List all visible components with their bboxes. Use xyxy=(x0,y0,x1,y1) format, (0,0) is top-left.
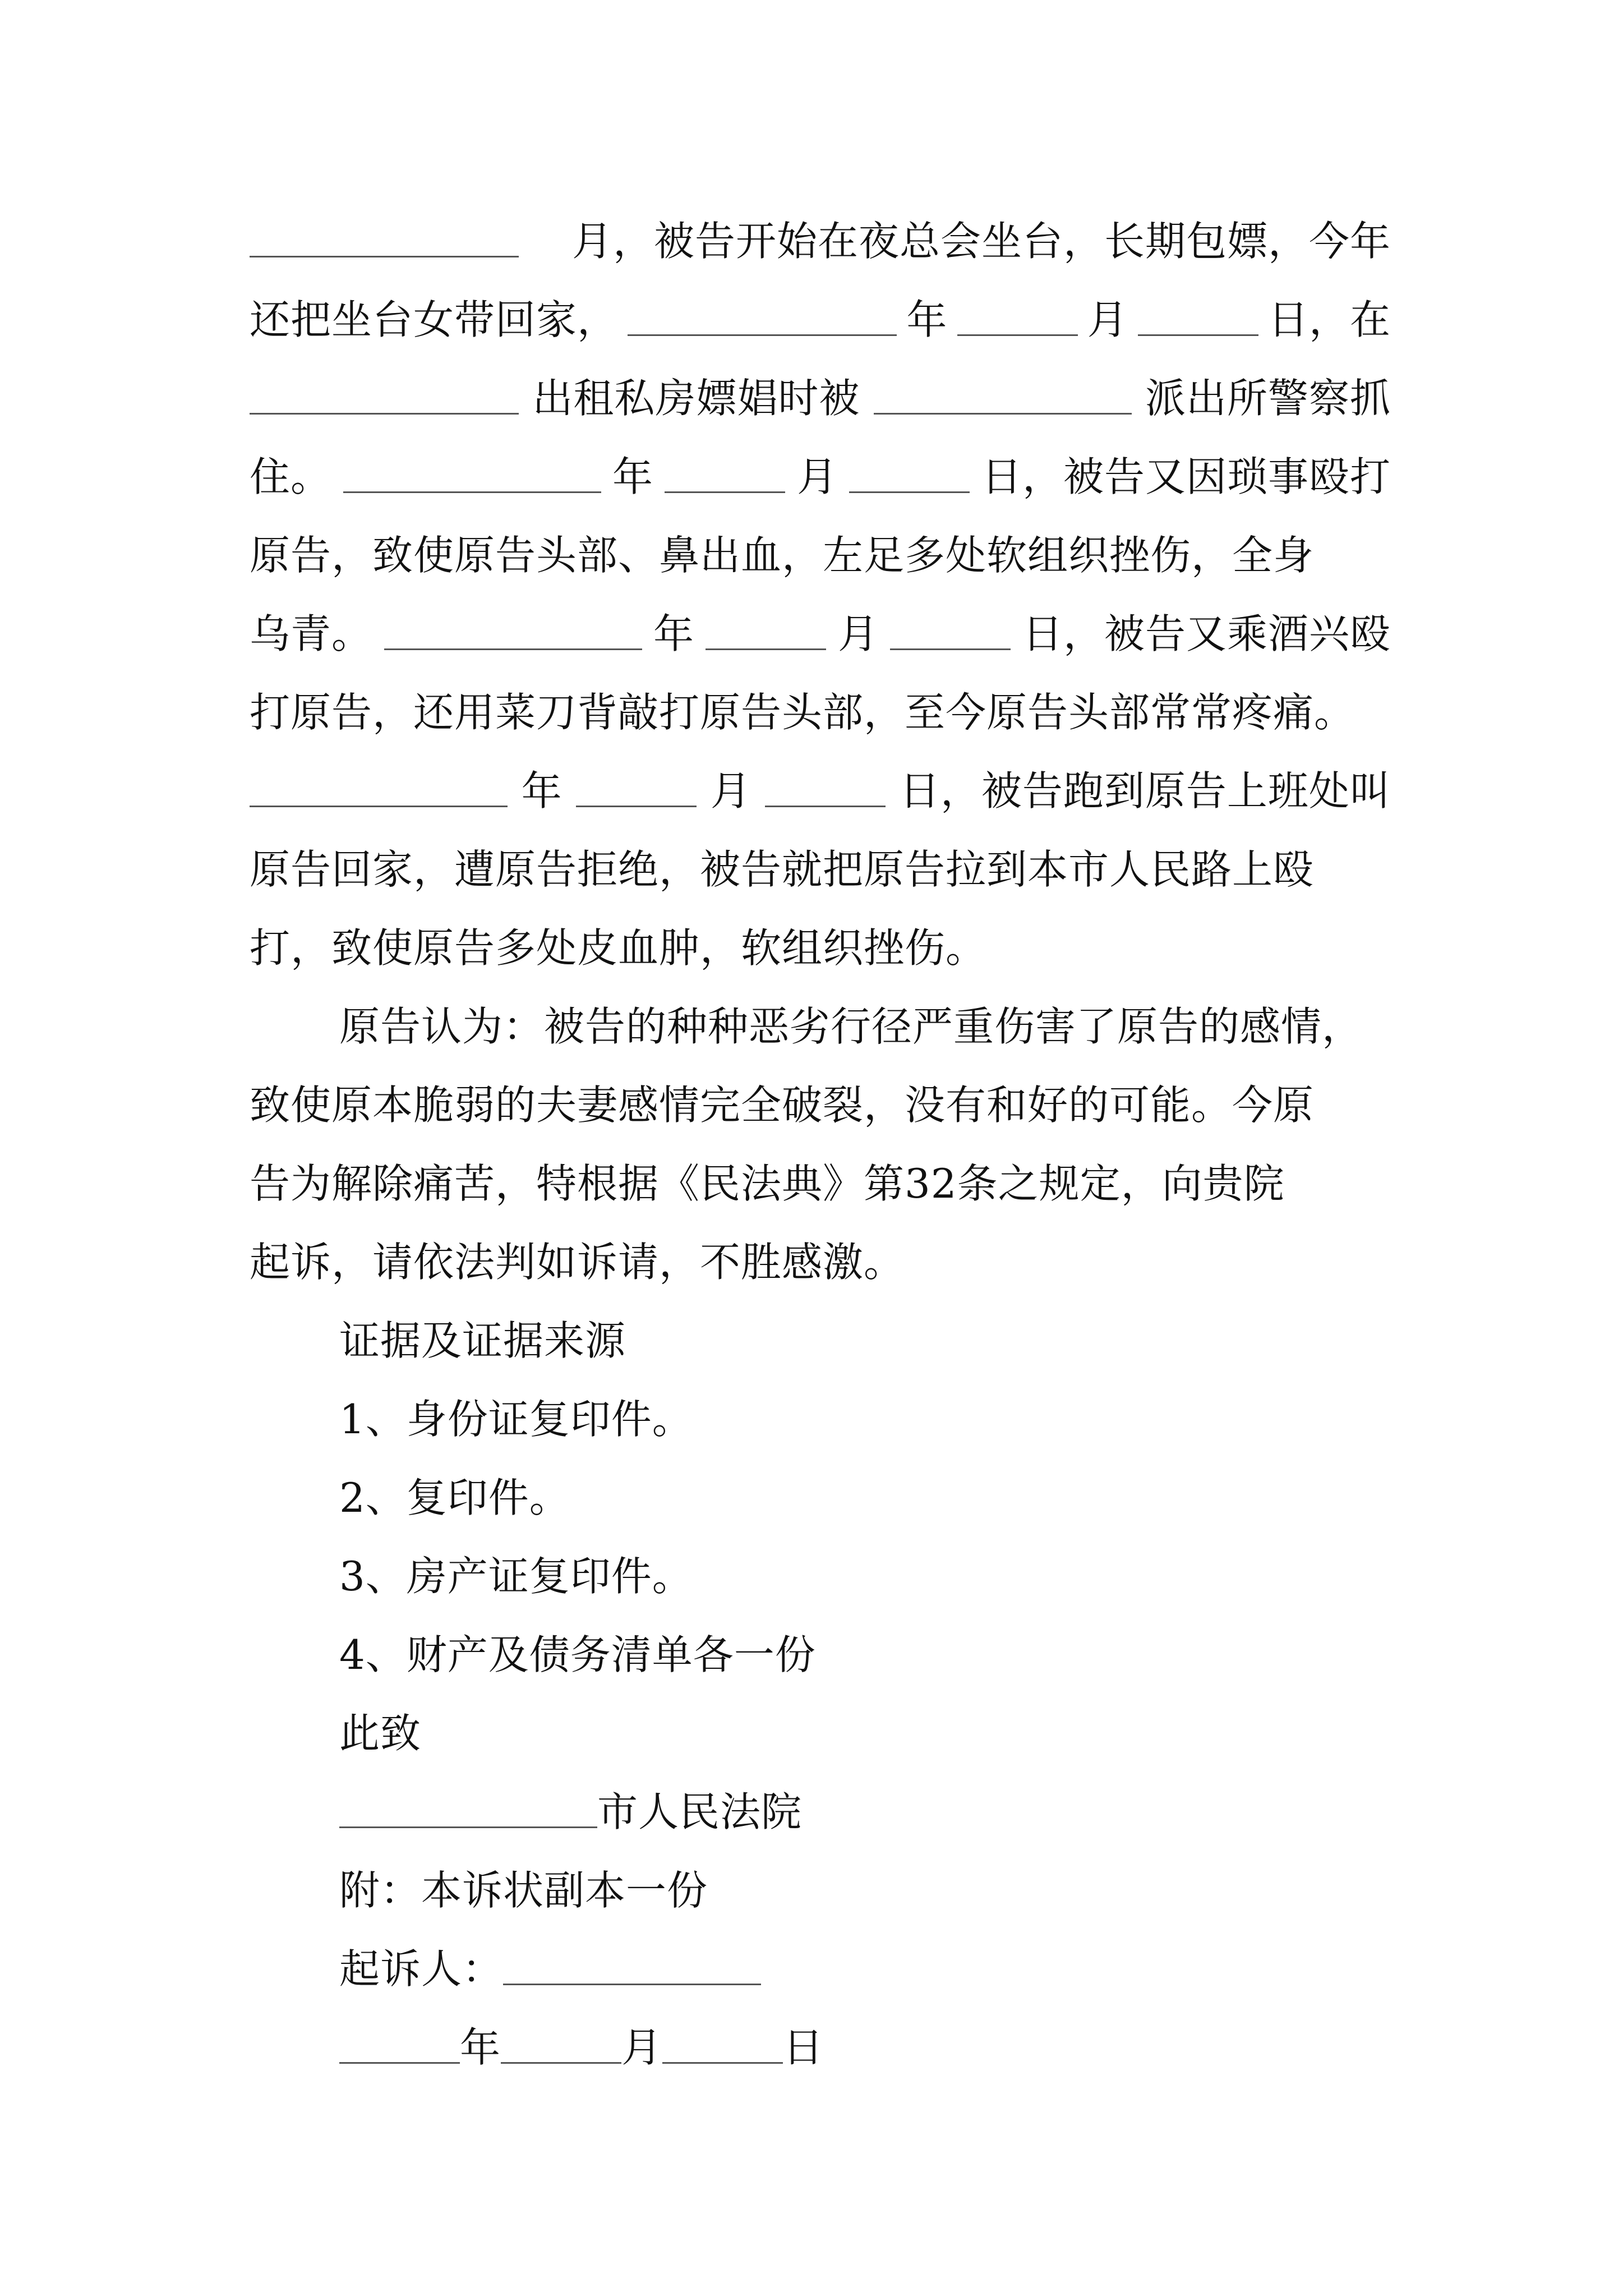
year-text: 年 xyxy=(612,453,653,500)
evidence-item: 4、财产及债务清单各一份 xyxy=(339,1631,816,1678)
evidence-heading: 证据及证据来源 xyxy=(339,1317,626,1364)
blank-field xyxy=(250,383,519,415)
reason-line-1: 原告认为：被告的种种恶劣行径严重伤害了原告的感情， xyxy=(339,1003,1363,1050)
blank-field xyxy=(628,304,897,336)
body-text: 日，被告又因琐事殴打 xyxy=(981,453,1391,500)
body-line-3 xyxy=(250,362,1391,435)
blank-field xyxy=(957,304,1078,336)
plaintiff-label: 起诉人： xyxy=(339,1945,504,1993)
blank-field xyxy=(503,1953,761,1985)
body-text: 住。 xyxy=(250,453,332,500)
body-line-9: 原告回家，遭原告拒绝，被告就把原告拉到本市人民路上殴 xyxy=(250,846,1315,893)
year-text: 年 xyxy=(521,767,562,815)
body-text: 还把坐台女带回家， xyxy=(250,296,619,343)
evidence-item: 1、身份证复印件。 xyxy=(339,1396,693,1443)
body-text: 日，被告跑到原告上班处叫 xyxy=(899,767,1391,815)
body-text: 日，在 xyxy=(1267,296,1391,343)
blank-field xyxy=(706,618,826,650)
blank-field xyxy=(384,618,642,650)
body-text: 日，被告又乘酒兴殴 xyxy=(1022,610,1391,657)
blank-field xyxy=(1138,304,1258,336)
plaintiff-line xyxy=(339,1932,1391,2005)
blank-field xyxy=(849,461,970,493)
body-text: 乌青。 xyxy=(250,610,373,657)
body-text: 月，被告开始在夜总会坐台，长期包嫖，今年 xyxy=(571,218,1391,265)
blank-field xyxy=(339,2032,460,2064)
reason-line-2: 致使原本脆弱的夫妻感情完全破裂，没有和好的可能。今原 xyxy=(250,1082,1315,1129)
blank-field xyxy=(765,775,886,807)
blank-field xyxy=(501,2032,621,2064)
attachment-line: 附：本诉状副本一份 xyxy=(339,1867,708,1914)
blank-field xyxy=(576,775,697,807)
body-text: 出租私房嫖娼时被 xyxy=(532,375,860,422)
body-line-4 xyxy=(250,440,1391,513)
reason-line-3: 告为解除痛苦，特根据《民法典》第32条之规定，向贵院 xyxy=(250,1160,1285,1207)
blank-field xyxy=(343,461,601,493)
blank-field xyxy=(665,461,785,493)
body-line-5: 原告，致使原告头部、鼻出血，左足多处软组织挫伤，全身 xyxy=(250,532,1315,579)
body-line-1 xyxy=(250,205,1391,278)
court-suffix: 市人民法院 xyxy=(597,1788,803,1835)
blank-field xyxy=(250,775,508,807)
blank-field xyxy=(874,383,1132,415)
year-text: 年 xyxy=(906,296,948,343)
day-text: 日 xyxy=(783,2024,824,2071)
month-text: 月 xyxy=(837,610,879,657)
blank-field xyxy=(250,226,519,257)
body-line-7: 打原告，还用菜刀背敲打原告头部，至今原告头部常常疼痛。 xyxy=(250,689,1355,736)
blank-field xyxy=(339,1796,597,1828)
month-text: 月 xyxy=(1087,296,1128,343)
blank-field xyxy=(890,618,1011,650)
reason-line-4: 起诉，请依法判如诉请，不胜感激。 xyxy=(250,1239,905,1286)
date-line xyxy=(339,2011,1391,2084)
month-text: 月 xyxy=(621,2024,663,2071)
salutation: 此致 xyxy=(339,1710,422,1757)
year-text: 年 xyxy=(460,2024,501,2071)
blank-field xyxy=(662,2032,783,2064)
month-text: 月 xyxy=(796,453,838,500)
court-line xyxy=(339,1775,1391,1848)
year-text: 年 xyxy=(653,610,694,657)
month-text: 月 xyxy=(710,767,751,815)
body-line-2 xyxy=(250,283,1391,356)
body-line-10: 打，致使原告多处皮血肿，软组织挫伤。 xyxy=(250,924,987,972)
body-line-8 xyxy=(250,754,1391,827)
evidence-item: 3、房产证复印件。 xyxy=(339,1553,693,1600)
body-line-6 xyxy=(250,597,1391,670)
evidence-item: 2、复印件。 xyxy=(339,1474,570,1521)
body-text: 派出所警察抓 xyxy=(1145,375,1391,422)
